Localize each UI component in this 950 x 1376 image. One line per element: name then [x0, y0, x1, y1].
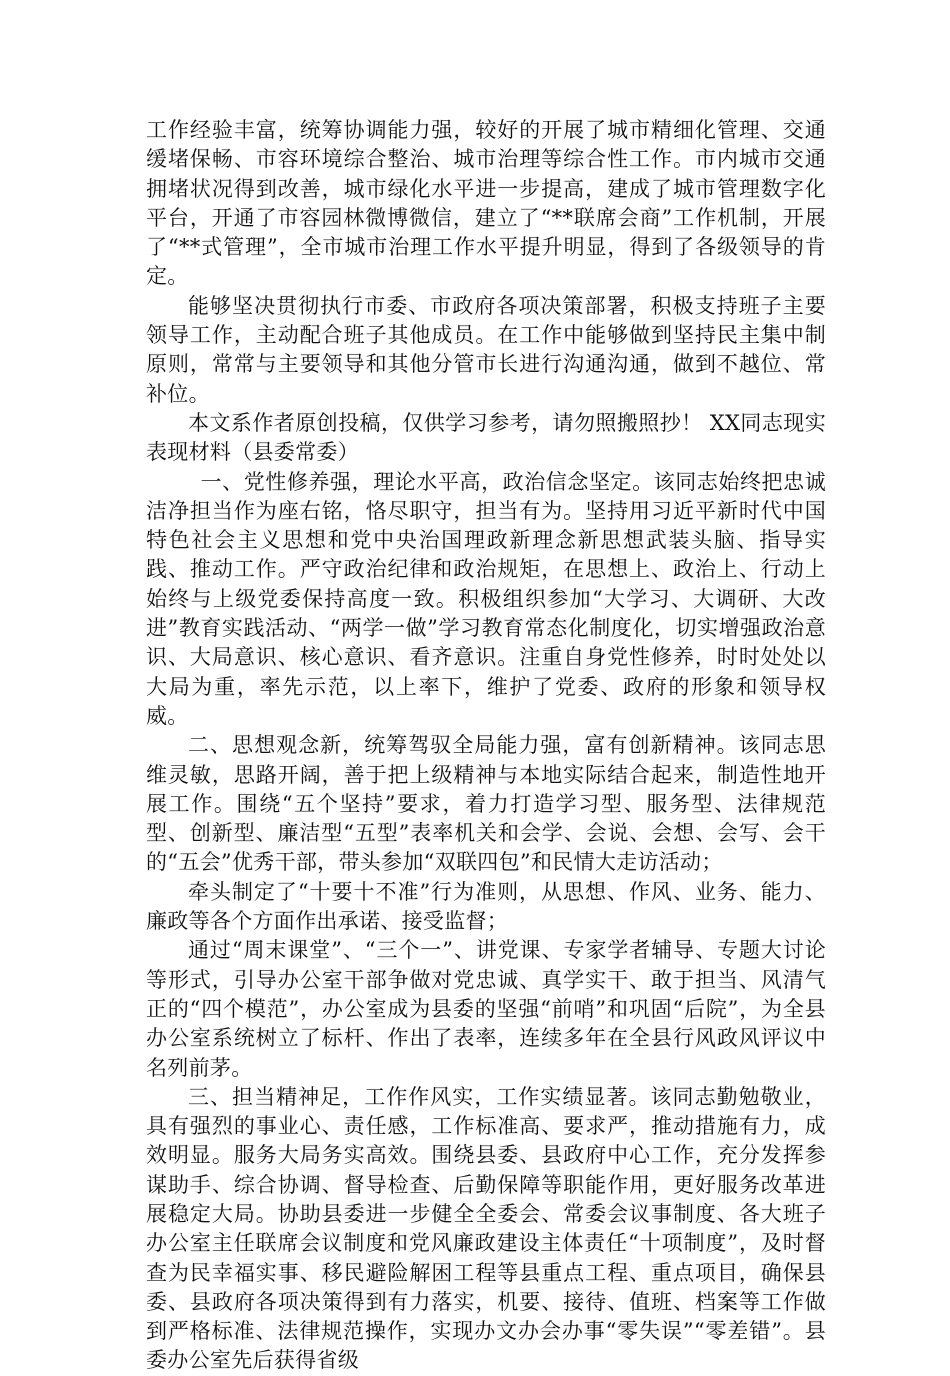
paragraph-7: 通过“周末课堂”、“三个一”、讲党课、专家学者辅导、专题大讨论等形式，引导办公室干部争做对党忠诚、真学实干、敢于担当、风清气正的“四个模范”，办公室成为县委的坚强“前哨”和巩固“后院”，为全县办公室系统树立了标杆、作出了表率，连续多年在全县行风政风评议中名列前茅。: [146, 938, 826, 1080]
paragraph-6: 牵头制定了“十要十不准”行为准则，从思想、作风、业务、能力、廉政等各个方面作出承诺、接受监督；: [146, 879, 826, 934]
document-body: [146, 116, 826, 1376]
paragraph-8: 三、担当精神足，工作作风实，工作实绩显著。该同志勤勉敬业，具有强烈的事业心、责任感，工作标准高、要求严，推动措施有力，成效明显。服务大局务实高效。围绕县委、县政府中心工作，充分发挥参谋助手、综合协调、督导检查、后勤保障等职能作用，更好服务改革进展稳定大局。协助县委进一步健全全委会、常委会议事制度、各大班子办公室主任联席会议制度和党风廉政建设主体责任“十项制度”，及时督查为民幸福实事、移民避险解困工程等县重点工程、重点项目，确保县委、县政府各项决策得到有力落实，机要、接待、值班、档案等工作做到严格标准、法律规范操作，实现办文办会办事“零失误”“零差错”。县委办公室先后获得省级: [146, 1084, 826, 1373]
paragraph-5: 二、思想观念新，统筹驾驭全局能力强，富有创新精神。该同志思维灵敏，思路开阔，善于把上级精神与本地实际结合起来，制造性地开展工作。围绕“五个坚持”要求，着力打造学习型、服务型、法律规范型、创新型、廉洁型“五型”表率机关和会学、会说、会想、会写、会干的“五会”优秀干部，带头参加“双联四包”和民情大走访活动；: [146, 733, 826, 875]
paragraph-4: 一、党性修养强，理论水平高，政治信念坚定。该同志始终把忠诚洁净担当作为座右铭，恪尽职守，担当有为。坚持用习近平新时代中国特色社会主义思想和党中央治国理政新理念新思想武装头脑、指导实践、推动工作。严守政治纪律和政治规矩，在思想上、政治上、行动上始终与上级党委保持高度一致。积极组织参加“大学习、大调研、大改进”教育实践活动、“两学一做”学习教育常态化制度化，切实增强政治意识、大局意识、核心意识、看齐意识。注重自身党性修养，时时处处以大局为重，率先示范，以上率下，维护了党委、政府的形象和领导权威。: [146, 469, 826, 728]
paragraph-3: 本文系作者原创投稿，仅供学习参考，请勿照搬照抄！ XX同志现实表现材料（县委常委）: [146, 410, 826, 465]
paragraph-1: 工作经验丰富，统筹协调能力强，较好的开展了城市精细化管理、交通缓堵保畅、市容环境综合整治、城市治理等综合性工作。市内城市交通拥堵状况得到改善，城市绿化水平进一步提高，建成了城市管理数字化平台，开通了市容园林微博微信，建立了“**联席会商”工作机制，开展了“**式管理”，全市城市治理工作水平提升明显，得到了各级领导的肯定。: [146, 118, 826, 289]
paragraph-2: 能够坚决贯彻执行市委、市政府各项决策部署，积极支持班子主要领导工作，主动配合班子其他成员。在工作中能够做到坚持民主集中制原则，常常与主要领导和其他分管市长进行沟通沟通，做到不越位、常补位。: [146, 293, 826, 406]
